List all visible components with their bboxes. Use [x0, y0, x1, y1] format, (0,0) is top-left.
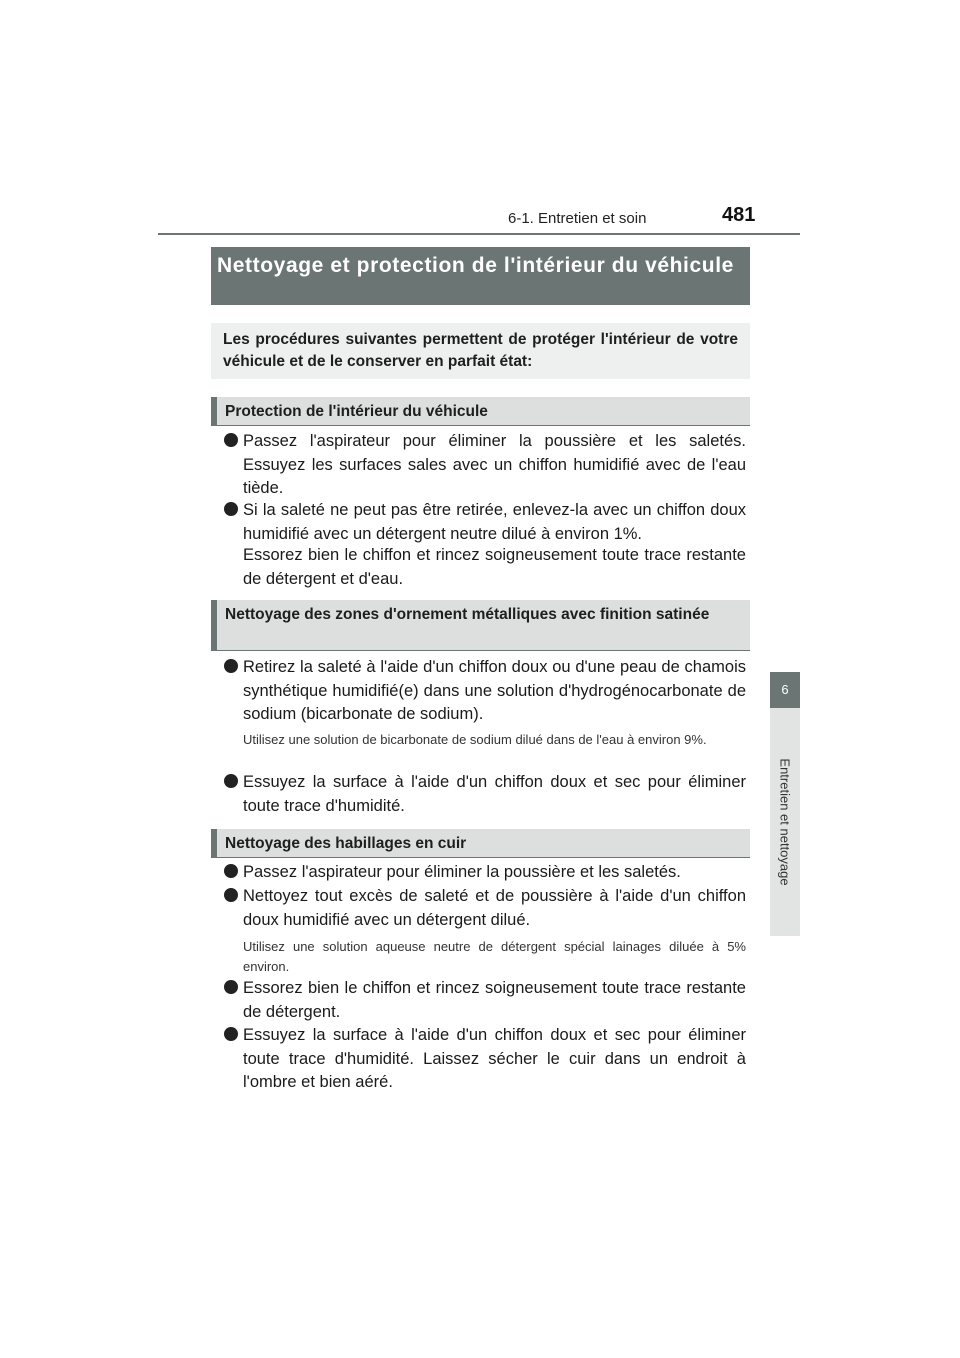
list-item-continuation — [224, 544, 746, 591]
section-heading-text: Protection de l'intérieur du véhicule — [225, 403, 488, 420]
list-item-text: Retirez la saleté à l'aide d'un chiffon doux ou d'une peau de chamois synthétique humidifié(e) dans une solution d'hydrogénocarbonate de sodium (bicarbonate de sodium). — [243, 658, 746, 723]
bullet-icon — [224, 980, 238, 994]
section-heading — [211, 600, 750, 651]
page-title: Nettoyage et protection de l'intérieur du véhicule — [217, 254, 734, 277]
bullet-icon — [224, 864, 238, 878]
chapter-tab — [770, 672, 800, 708]
bullet-icon — [224, 1027, 238, 1041]
section-heading-text: Nettoyage des zones d'ornement métalliques avec finition satinée — [225, 606, 710, 623]
list-item-text: Nettoyez tout excès de saleté et de poussière à l'aide d'un chiffon doux humidifié avec un détergent dilué. — [243, 887, 746, 929]
bullet-icon — [224, 659, 238, 673]
section-heading — [211, 397, 750, 426]
page-number: 481 — [722, 204, 756, 226]
list-item — [224, 977, 746, 1024]
chapter-label: Entretien et nettoyage — [777, 758, 793, 886]
list-item — [224, 771, 746, 818]
title-banner — [211, 247, 750, 305]
bullet-icon — [224, 774, 238, 788]
list-item — [224, 656, 746, 727]
list-item-text: Passez l'aspirateur pour éliminer la poussière et les saletés. — [243, 863, 681, 881]
section-heading — [211, 829, 750, 858]
list-item-text: Essorez bien le chiffon et rincez soigneusement toute trace restante de détergent et d'eau. — [243, 546, 746, 588]
chapter-number: 6 — [781, 682, 789, 697]
bullet-icon — [224, 433, 238, 447]
section-heading-text: Nettoyage des habillages en cuir — [225, 835, 467, 852]
section-label: 6-1. Entretien et soin — [508, 210, 647, 227]
intro-text: Les procédures suivantes permettent de protéger l'intérieur de votre véhicule et de le conserver en parfait état: — [223, 331, 738, 370]
list-item-text: Essorez bien le chiffon et rincez soigneusement toute trace restante de détergent. — [243, 979, 746, 1021]
note-text: Utilisez une solution de bicarbonate de sodium dilué dans de l'eau à environ 9%. — [243, 732, 707, 747]
note-text: Utilisez une solution aqueuse neutre de détergent spécial lainages diluée à 5% environ. — [243, 939, 746, 974]
list-item-text: Passez l'aspirateur pour éliminer la poussière et les saletés. Essuyez les surfaces sales avec un chiffon humidifié avec de l'eau tiède. — [243, 432, 746, 497]
list-item — [224, 1024, 746, 1095]
list-item — [224, 861, 746, 885]
list-item-text: Essuyez la surface à l'aide d'un chiffon doux et sec pour éliminer toute trace d'humidité. Laissez sécher le cuir dans un endroit à l'ombre et bien aéré. — [243, 1026, 746, 1091]
list-item-text: Essuyez la surface à l'aide d'un chiffon doux et sec pour éliminer toute trace d'humidité. — [243, 773, 746, 815]
list-item-text: Si la saleté ne peut pas être retirée, enlevez-la avec un chiffon doux humidifié avec un détergent neutre dilué à environ 1%. — [243, 501, 746, 543]
list-item — [224, 430, 746, 501]
intro-box — [211, 323, 750, 379]
list-item — [224, 885, 746, 932]
bullet-icon — [224, 888, 238, 902]
header-rule — [158, 233, 800, 235]
bullet-icon — [224, 502, 238, 516]
list-item — [224, 499, 746, 546]
